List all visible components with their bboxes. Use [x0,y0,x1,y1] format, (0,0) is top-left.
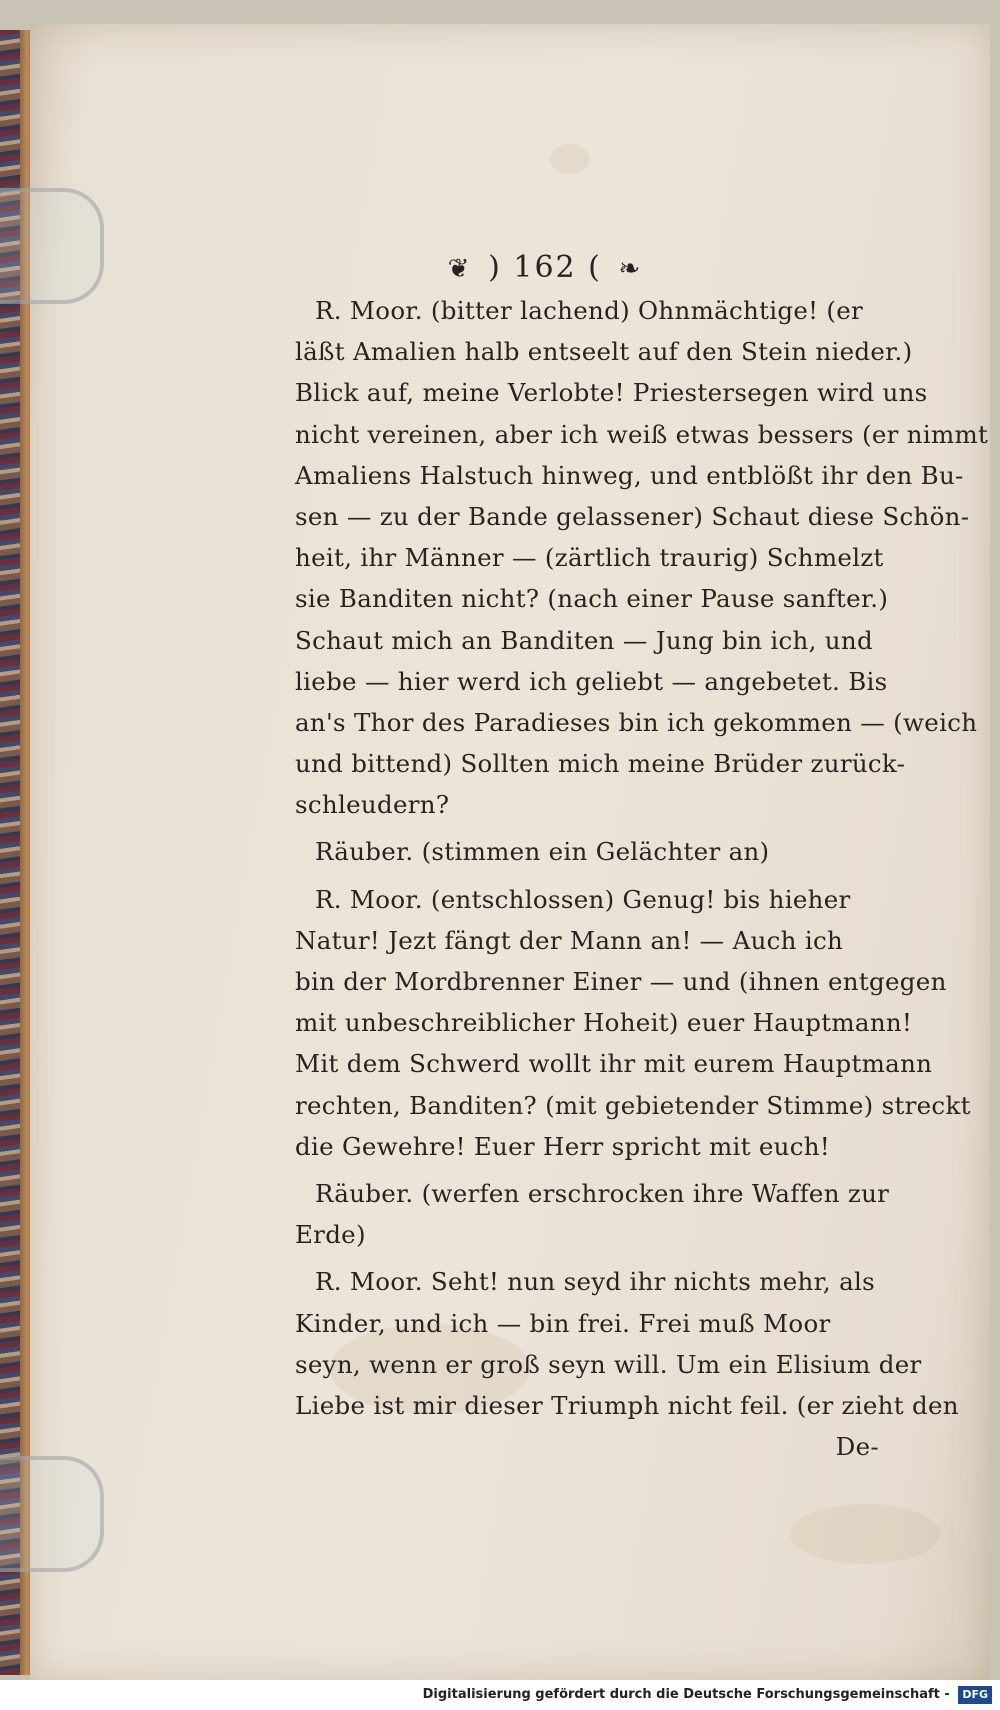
left-ornament-icon: ❦ [447,254,472,284]
paper-stain [550,144,590,174]
text-line: an's Thor des Paradieses bin ich gekommen — (weich [295,707,978,737]
text-line: rechten, Banditen? (mit gebietender Stimme) streckt [295,1090,971,1120]
page-clip-bottom [0,1456,104,1572]
page-header [205,246,885,290]
paper-stain [790,1504,940,1564]
text-line: Blick auf, meine Verlobte! Priestersegen wird uns [295,378,928,408]
text-line: nicht vereinen, aber ich weiß etwas bessers (er nimmt [295,419,989,449]
text-line: Amaliens Halstuch hinweg, und entblößt ihr den Bu- [295,460,964,490]
digitization-footer [0,1680,1000,1710]
text-line: läßt Amalien halb entseelt auf den Stein nieder.) [295,337,913,367]
text-line: R. Moor. (bitter lachend) Ohnmächtige! (er [315,296,864,325]
speech-raeuber-2 [295,1173,890,1255]
text-line: und bittend) Sollten mich meine Brüder zurück- [295,749,906,779]
text-line: schleudern? [295,790,450,820]
text-line: liebe — hier werd ich geliebt — angebetet. Bis [295,666,888,696]
text-line: Räuber. (werfen erschrocken ihre Waffen zur [315,1178,890,1208]
text-line: sie Banditen nicht? (nach einer Pause sanfter.) [295,584,889,614]
catchword: De- [835,1432,879,1462]
page-text [295,246,989,1467]
speech-moor-2 [295,879,971,1167]
speech-moor-3 [295,1261,959,1467]
text-line: Liebe ist mir dieser Triumph nicht feil. (er zieht den [295,1390,959,1420]
text-line: R. Moor. (entschlossen) Genug! bis hieher [315,884,851,914]
right-ornament-icon: ❧ [618,254,643,284]
text-line: Kinder, und ich — bin frei. Frei muß Moor [295,1308,831,1338]
text-line: Mit dem Schwerd wollt ihr mit eurem Hauptmann [295,1049,933,1079]
speech-raeuber-1 [295,831,885,872]
text-line: Erde) [295,1220,366,1250]
page-number: ) 162 ( [488,250,602,285]
speech-moor-1 [295,290,989,825]
text-line: Natur! Jezt fängt der Mann an! — Auch ich [295,925,844,955]
text-line: Schaut mich an Banditen — Jung bin ich, und [295,625,873,655]
page-clip-top [0,188,104,304]
text-line: die Gewehre! Euer Herr spricht mit euch! [295,1131,830,1161]
text-line: Räuber. (stimmen ein Gelächter an) [315,837,770,867]
text-line: bin der Mordbrenner Einer — und (ihnen entgegen [295,967,947,996]
text-line: seyn, wenn er groß seyn will. Um ein Elisium der [295,1349,922,1379]
text-line: R. Moor. Seht! nun seyd ihr nichts mehr, als [315,1267,876,1297]
text-line: mit unbeschreiblicher Hoheit) euer Hauptmann! [295,1008,913,1038]
funding-credit: Digitalisierung gefördert durch die Deutsche Forschungsgemeinschaft - [422,1687,950,1702]
dfg-logo: DFG [958,1686,992,1704]
text-line: heit, ihr Männer — (zärtlich traurig) Schmelzt [295,543,884,573]
text-line: sen — zu der Bande gelassener) Schaut diese Schön- [295,501,970,531]
